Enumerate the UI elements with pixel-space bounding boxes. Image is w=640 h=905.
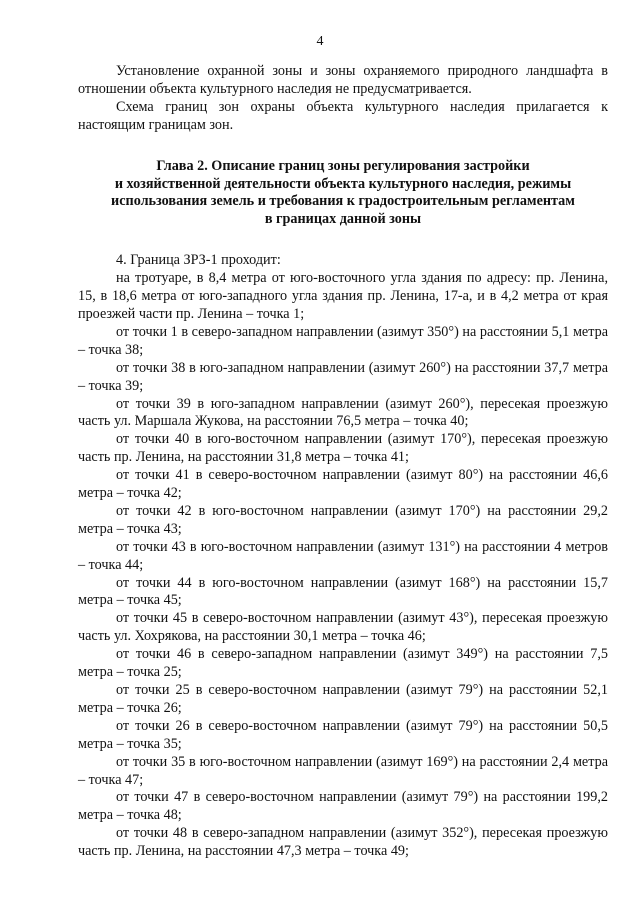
chapter-title-line: в границах данной зоны (264, 211, 422, 228)
boundary-paragraph: от точки 26 в северо-восточном направлении (азимут 79°) на расстоянии 50,5 метра – точка 35; (78, 717, 608, 752)
intro-paragraph: Установление охранной зоны и зоны охраняемого природного ландшафта в отношении объекта культурного наследия не предусматривается. (78, 63, 608, 97)
document-body (78, 63, 608, 861)
boundary-paragraph: от точки 42 в юго-восточном направлении (азимут 170°) на расстоянии 29,2 метра – точка 43; (78, 502, 608, 537)
boundary-paragraph: от точки 44 в юго-восточном направлении (азимут 168°) на расстоянии 15,7 метра – точка 45; (78, 574, 608, 609)
chapter-title-line: использования земель и требования к градостроительным регламентам (111, 193, 575, 210)
page-number: 4 (316, 34, 324, 49)
boundary-paragraph: от точки 41 в северо-восточном направлении (азимут 80°) на расстоянии 46,6 метра – точка 42; (78, 467, 608, 502)
boundary-paragraph: от точки 39 в юго-западном направлении (азимут 260°), пересекая проезжую часть ул. Маршала Жукова, на расстоянии 76,5 метра – точка 40; (78, 395, 608, 430)
boundary-paragraph: от точки 45 в северо-восточном направлении (азимут 43°), пересекая проезжую часть ул. Хохрякова, на расстоянии 30,1 метра – точка 46; (78, 610, 608, 645)
boundary-paragraph: от точки 38 в юго-западном направлении (азимут 260°) на расстоянии 37,7 метра – точка 39; (78, 359, 608, 394)
boundary-paragraph: на тротуаре, в 8,4 метра от юго-восточного угла здания по адресу: пр. Ленина, 15, в 18,6 метра от юго-западного угла здания пр. Ленина, 17-а, и в 4,2 метра от края проезжей части пр. Ленина – точка 1; (78, 270, 608, 322)
section-heading: 4. Граница ЗРЗ-1 проходит: (116, 252, 281, 269)
boundary-paragraph: от точки 1 в северо-западном направлении (азимут 350°) на расстоянии 5,1 метра – точка 38; (78, 323, 608, 358)
boundary-paragraph: от точки 43 в юго-восточном направлении (азимут 131°) на расстоянии 4 метров – точка 44; (78, 538, 608, 573)
boundary-paragraph: от точки 35 в юго-восточном направлении (азимут 169°) на расстоянии 2,4 метра – точка 47; (78, 753, 608, 788)
boundary-paragraph: от точки 47 в северо-восточном направлении (азимут 79°) на расстоянии 199,2 метра – точка 48; (78, 789, 608, 824)
chapter-title (78, 158, 608, 230)
boundary-paragraph: от точки 46 в северо-западном направлении (азимут 349°) на расстоянии 7,5 метра – точка 25; (78, 646, 608, 681)
chapter-title-line: Глава 2. Описание границ зоны регулирования застройки (156, 157, 530, 174)
boundary-paragraph: от точки 48 в северо-западном направлении (азимут 352°), пересекая проезжую часть пр. Ленина, на расстоянии 47,3 метра – точка 49; (78, 825, 608, 860)
intro-paragraph: Схема границ зон охраны объекта культурного наследия прилагается к настоящим границам зон. (78, 98, 608, 133)
boundary-paragraph: от точки 40 в юго-восточном направлении (азимут 170°), пересекая проезжую часть пр. Ленина, на расстоянии 31,8 метра – точка 41; (78, 431, 608, 466)
chapter-title-line: и хозяйственной деятельности объекта культурного наследия, режимы (114, 175, 572, 192)
boundary-paragraph: от точки 25 в северо-восточном направлении (азимут 79°) на расстоянии 52,1 метра – точка 26; (78, 682, 608, 716)
